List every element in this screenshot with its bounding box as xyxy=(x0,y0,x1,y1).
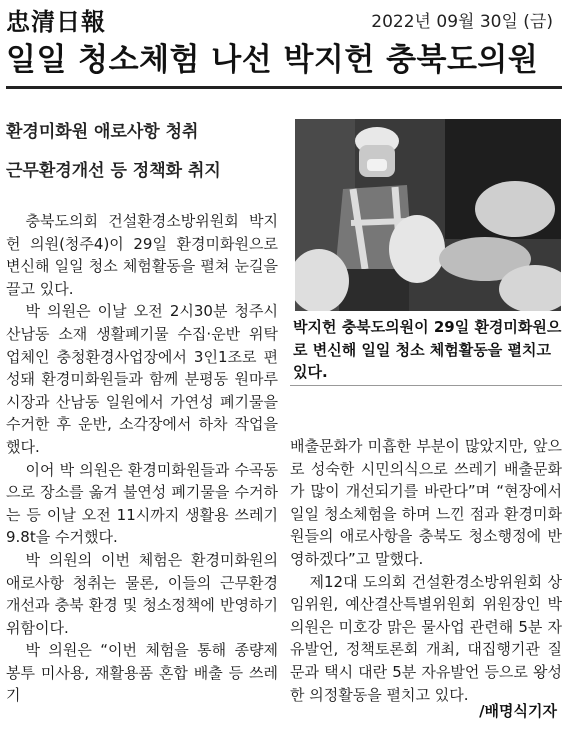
body-paragraph: 제12대 도의회 건설환경소방위원회 상임위원, 예산결산특별위원회 위원장인 박 의원은 미호강 맑은 물사업 관련해 5분 자유발언, 정책토론회 개최, 대집행기관 질문과 택시 대란 5분 자유발언 등으로 왕성한 의정활동을 펼치고 있다. xyxy=(290,572,562,704)
reporter-byline: /배명식기자 xyxy=(479,702,557,720)
photo-caption: 박지헌 충북도의원이 29일 환경미화원으로 변신해 일일 청소 체험활동을 펼치고 있다. xyxy=(293,318,562,381)
article-headline: 일일 청소체험 나선 박지헌 충북도의원 xyxy=(6,40,562,89)
article-photo xyxy=(295,119,561,311)
photo-illustration xyxy=(295,119,561,311)
subheadline-1: 환경미화원 애로사항 청취 xyxy=(6,122,199,142)
article-body-left-column xyxy=(6,210,278,707)
article-body-right-column xyxy=(290,435,562,706)
subheadline-2: 근무환경개선 등 정책화 취지 xyxy=(6,161,221,181)
body-paragraph: 박 의원의 이번 체험은 환경미화원의 애로사항 청취는 물론, 이들의 근무환경 개선과 충북 환경 및 청소정책에 반영하기 위함이다. xyxy=(6,550,278,637)
issue-date: 2022년 09월 30일 (금) xyxy=(371,12,553,32)
body-paragraph: 충북도의회 건설환경소방위원회 박지헌 의원(청주4)이 29일 환경미화원으로 변신해 일일 청소 체험활동을 펼쳐 눈길을 끌고 있다. xyxy=(6,212,278,298)
caption-divider xyxy=(290,385,562,386)
body-paragraph: 박 의원은 이날 오전 2시30분 청주시 산남동 소재 생활폐기물 수집·운반 위탁 업체인 충청환경사업장에서 3인1조로 편성돼 환경미화원들과 함께 분평동 원마루시장과 산남동 일원에서 가연성 폐기물을 수거한 후 운반, 소각장에서 하차 작업을 했다. xyxy=(6,302,278,456)
body-paragraph: 배출문화가 미흡한 부분이 많았지만, 앞으로 성숙한 시민의식으로 쓰레기 배출문화가 많이 개선되기를 바란다”며 “현장에서 일일 청소체험을 하며 느낀 점과 환경미화원들의 애로사항을 충북도 청소행정에 반영하겠다”고 말했다. xyxy=(290,437,562,568)
body-paragraph: 이어 박 의원은 환경미화원들과 수곡동으로 장소를 옮겨 불연성 폐기물을 수거하는 등 이날 오전 11시까지 생활용 쓰레기 9.8t을 수거했다. xyxy=(6,460,278,547)
newspaper-logo: 忠清日報 xyxy=(6,7,106,36)
masthead xyxy=(0,0,567,36)
body-paragraph: 박 의원은 “이번 체험을 통해 종량제 봉투 미사용, 재활용품 혼합 배출 등 쓰레기 xyxy=(6,641,278,705)
